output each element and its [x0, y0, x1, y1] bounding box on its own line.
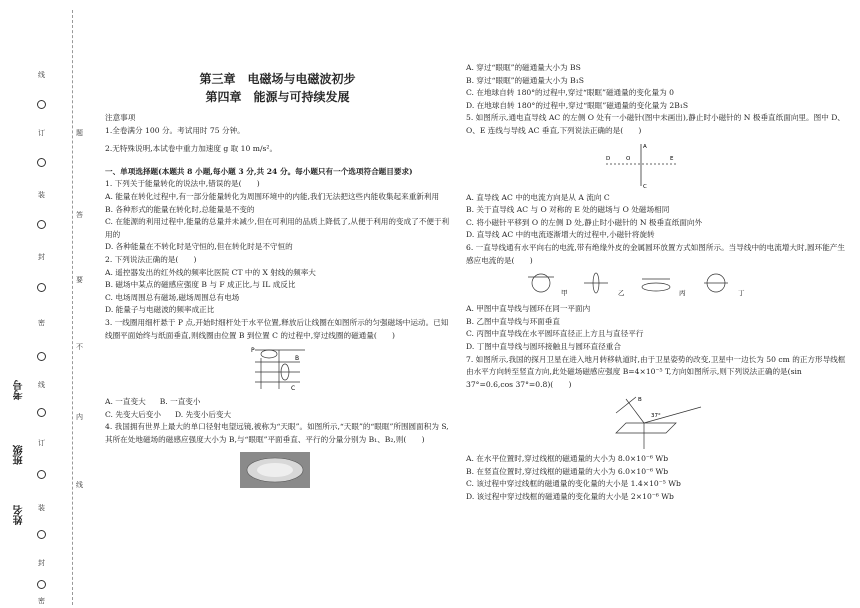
q3-stem: 3. 一线圈用细杆悬于 P 点,开始时细杆处于水平位置,释放后让线圈在如图所示的匀强磁场中运动。已知线圈平面始终与纸面垂直,则线圈由位置 B 到位置 C 的过程中,穿过线圈的磁通量( ): [105, 317, 449, 340]
q6-label-bing: 丙: [679, 289, 686, 298]
binding-hole: [37, 158, 46, 167]
binding-inner-char: 内: [76, 413, 83, 421]
section-heading: 一、单项选择题(本题共 8 小题,每小题 3 分,共 24 分。每小题只有一个选项符合题目要求): [105, 166, 413, 176]
q5-figure: [466, 140, 846, 190]
q4-option-b: B. 穿过“眼眶”的磁通量大小为 B₁S: [466, 75, 584, 85]
binding-margin: [0, 0, 83, 608]
q4-option-a: A. 穿过“眼眶”的磁通量大小为 BS: [466, 63, 581, 72]
q6-label-jia: 甲: [561, 289, 568, 298]
q6-option-b: B. 乙图中直导线与环面垂直: [466, 316, 560, 326]
q5-option-c: C. 将小磁针平移到 O 的左侧 D 处,静止时小磁针的 N 极垂直纸面向外: [466, 217, 703, 227]
q6-figure: [466, 269, 846, 301]
q2-stem: 2. 下列说法正确的是( ): [105, 254, 197, 264]
q4-option-c: C. 在地球自转 180°的过程中,穿过“眼眶”磁通量的变化量为 0: [466, 88, 674, 98]
class-label: 班级: [14, 445, 25, 465]
q7-option-a: A. 在水平位置时,穿过线框的磁通量的大小为 8.0×10⁻⁶ Wb: [466, 454, 669, 464]
binding-char: 线: [38, 381, 45, 389]
q1-option-b: B. 各种形式的能量在转化时,总能量是不变的: [105, 204, 255, 214]
binding-hole: [37, 580, 46, 589]
binding-char: 封: [38, 253, 45, 261]
q3-label-c: C: [291, 385, 296, 393]
binding-char: 订: [38, 439, 45, 447]
q3-figure: [105, 344, 450, 394]
q5-label-c: C: [643, 183, 647, 190]
note-2: 2.无特殊说明,本试卷中重力加速度 g 取 10 m/s²。: [105, 144, 278, 154]
q7-figure: [466, 393, 846, 451]
q3-label-b: B: [295, 355, 300, 363]
q6-option-d: D. 丁图中直导线与圆环接触且与圆环直径重合: [466, 341, 621, 351]
q1-option-c: C. 在能源的利用过程中,能量的总量并未减少,但在可利用的品质上降低了,从便于利用的变成了不便于利用的: [105, 217, 450, 239]
binding-hole: [37, 530, 46, 539]
binding-char: 密: [38, 597, 45, 605]
q7-label-b: B: [638, 397, 642, 404]
left-column: [105, 62, 450, 492]
binding-hole: [37, 100, 46, 109]
q6-stem: 6. 一直导线通有水平向右的电流,带有绝缘外皮的金属圆环放置方式如图所示。当导线中的电流增大时,圆环能产生感应电流的是( ): [466, 242, 845, 265]
binding-hole: [37, 283, 46, 292]
q6-option-a: A. 甲图中直导线与圆环在同一平面内: [466, 304, 591, 314]
q4-telescope-photo: [105, 448, 450, 490]
binding-hole: [37, 470, 46, 479]
q3-label-p: P: [251, 347, 255, 355]
binding-hole: [37, 220, 46, 229]
q7-label-angle: 37°: [651, 413, 661, 420]
q1-option-a: A. 能量在转化过程中,有一部分能量转化为周围环境中的内能,我们无法把这些内能收集起来重新利用: [105, 191, 440, 201]
binding-char: 密: [38, 319, 45, 327]
q6-label-ding: 丁: [738, 289, 745, 298]
binding-inner-char: 线: [76, 481, 83, 489]
binding-inner-char: 答: [76, 211, 83, 219]
q2-option-d: D. 能量子与电磁波的频率成正比: [105, 305, 215, 315]
q6-label-yi: 乙: [618, 289, 625, 298]
q5-option-d: D. 直导线 AC 中的电流逐渐增大的过程中,小磁针将旋转: [466, 230, 655, 240]
q3-option-c: C. 先变大后变小: [105, 409, 161, 419]
binding-char: 装: [38, 504, 45, 512]
binding-hole: [37, 408, 46, 417]
binding-inner-char: 题: [76, 129, 83, 137]
q3-option-a: A. 一直变大: [105, 397, 146, 407]
exam-number-label: 考号: [14, 380, 25, 400]
q5-stem: 5. 如图所示,通电直导线 AC 的左侧 O 处有一小磁针(图中未画出),静止时小磁针的 N 极垂直纸面向里。图中 D、O、E 连线与导线 AC 垂直,下列说法正确的是( ): [466, 113, 845, 135]
binding-char: 订: [38, 129, 45, 137]
q4-stem: 4. 我国拥有世界上最大的单口径射电望远镜,被称为“天眼”。如图所示,“天眼”的“眼眶”所围圆面积为 S,其所在处地磁场的磁感应强度大小为 B,与“眼眶”平面垂直、平行的分量分别为 B₁、B₂,则( ): [105, 422, 449, 444]
q5-label-a: A: [643, 143, 647, 150]
q4-option-d: D. 在地球自转 180°的过程中,穿过“眼眶”磁通量的变化量为 2B₁S: [466, 100, 689, 110]
name-label: 姓名: [14, 505, 25, 525]
q6-option-c: C. 丙图中直导线在水平圆环直径正上方且与直径平行: [466, 329, 644, 339]
binding-hole: [37, 352, 46, 361]
q5-label-o: O: [626, 155, 631, 162]
q3-option-b: B. 一直变小: [159, 397, 201, 407]
q7-option-b: B. 在竖直位置时,穿过线框的磁通量的大小为 6.0×10⁻⁶ Wb: [466, 466, 669, 476]
binding-char: 线: [38, 71, 45, 79]
binding-char: 装: [38, 191, 45, 199]
chapter4-title: 第四章 能源与可持续发展: [205, 90, 350, 104]
chapter3-title: 第三章 电磁场与电磁波初步: [199, 72, 356, 86]
q3-option-d: D. 先变小后变大: [174, 409, 232, 419]
q5-label-e: E: [670, 155, 674, 162]
q7-stem: 7. 如图所示,我国的探月卫星在进入地月转移轨道时,由于卫星姿势的改变,卫星中一边长为 50 cm 的正方形导线框由水平方向转至竖直方向,此处磁场磁感应强度 B=4×10⁻⁵ T,方向如图所示,则下列说法正确的是(sin 37°=0.6,cos 37°=0.8)( ): [466, 354, 846, 389]
q2-option-b: B. 磁场中某点的磁感应强度 B 与 F 成正比,与 IL 成反比: [105, 280, 296, 290]
q2-option-a: A. 遥控器发出的红外线的频率比医院 CT 中的 X 射线的频率大: [105, 267, 316, 277]
q2-option-c: C. 电场周围总有磁场,磁场周围总有电场: [105, 292, 240, 302]
q7-option-c: C. 该过程中穿过线框的磁通量的变化量的大小是 1.4×10⁻⁵ Wb: [466, 479, 681, 489]
notes-title: 注意事项: [105, 113, 136, 122]
binding-dashed-line: [72, 10, 73, 605]
binding-inner-char: 要: [76, 276, 83, 284]
q5-option-b: B. 关于直导线 AC 与 O 对称的 E 处的磁场与 O 处磁场相同: [466, 205, 670, 215]
q1-stem: 1. 下列关于能量转化的说法中,错误的是( ): [105, 179, 260, 189]
q7-option-d: D. 该过程中穿过线框的磁通量的变化量的大小是 2×10⁻⁶ Wb: [466, 492, 674, 502]
binding-inner-char: 不: [76, 343, 83, 351]
binding-char: 封: [38, 559, 45, 567]
q5-option-a: A. 直导线 AC 中的电流方向是从 A 流向 C: [466, 192, 610, 202]
right-column: [466, 62, 846, 504]
q5-label-d: D: [606, 155, 611, 162]
note-1: 1.全卷满分 100 分。考试用时 75 分钟。: [105, 125, 245, 135]
q1-option-d: D. 各种能量在不转化时是守恒的,但在转化时是不守恒的: [105, 242, 293, 252]
